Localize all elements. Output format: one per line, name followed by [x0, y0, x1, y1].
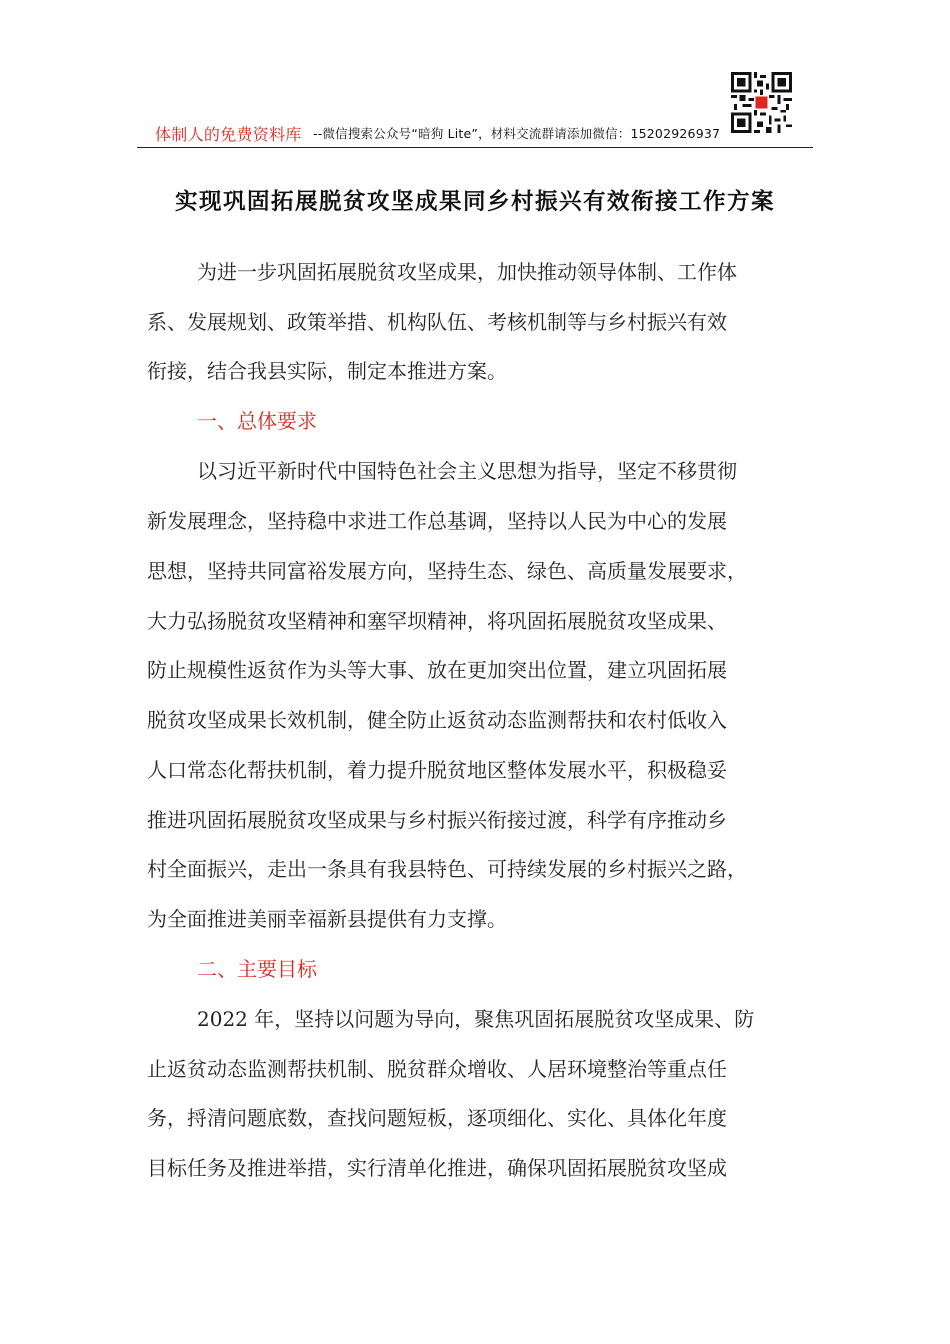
section-heading: 一、总体要求 [197, 409, 317, 433]
brand-label: 体制人的免费资料库 [155, 125, 302, 144]
paragraph-line: 衔接，结合我县实际，制定本推进方案。 [147, 359, 507, 383]
paragraph-line: 务，捋清问题底数，查找问题短板，逐项细化、实化、具体化年度 [147, 1106, 727, 1130]
page-header [137, 118, 813, 148]
header-tagline: --微信搜索公众号“暗狗 Lite”，材料交流群请添加微信：15202926937 [313, 126, 721, 141]
paragraph-line: 为全面推进美丽幸福新县提供有力支撑。 [147, 907, 507, 931]
paragraph-line: 系、发展规划、政策举措、机构队伍、考核机制等与乡村振兴有效 [147, 310, 727, 334]
qr-code-icon [731, 72, 792, 133]
paragraph-line: 目标任务及推进举措，实行清单化推进，确保巩固拓展脱贫攻坚成 [147, 1156, 727, 1180]
paragraph-line: 思想，坚持共同富裕发展方向，坚持生态、绿色、高质量发展要求， [147, 559, 747, 583]
paragraph-line: 人口常态化帮扶机制，着力提升脱贫地区整体发展水平，积极稳妥 [147, 758, 727, 782]
document-title: 实现巩固拓展脱贫攻坚成果同乡村振兴有效衔接工作方案 [174, 189, 775, 215]
paragraph-line: 大力弘扬脱贫攻坚精神和塞罕坝精神，将巩固拓展脱贫攻坚成果、 [147, 609, 727, 633]
paragraph-line: 以习近平新时代中国特色社会主义思想为指导，坚定不移贯彻 [197, 459, 737, 483]
paragraph-line: 新发展理念，坚持稳中求进工作总基调，坚持以人民为中心的发展 [147, 509, 727, 533]
paragraph-line: 2022 年，坚持以问题为导向，聚焦巩固拓展脱贫攻坚成果、防 [197, 1007, 755, 1031]
paragraph-line: 止返贫动态监测帮扶机制、脱贫群众增收、人居环境整治等重点任 [147, 1057, 727, 1081]
section-heading: 二、主要目标 [197, 957, 317, 981]
header-divider [137, 147, 813, 148]
paragraph-line: 村全面振兴，走出一条具有我县特色、可持续发展的乡村振兴之路， [147, 857, 747, 881]
paragraph-line: 为进一步巩固拓展脱贫攻坚成果，加快推动领导体制、工作体 [197, 260, 737, 284]
paragraph-line: 防止规模性返贫作为头等大事、放在更加突出位置，建立巩固拓展 [147, 658, 727, 682]
paragraph-line: 推进巩固拓展脱贫攻坚成果与乡村振兴衔接过渡，科学有序推动乡 [147, 808, 727, 832]
paragraph-line: 脱贫攻坚成果长效机制，健全防止返贫动态监测帮扶和农村低收入 [147, 708, 727, 732]
